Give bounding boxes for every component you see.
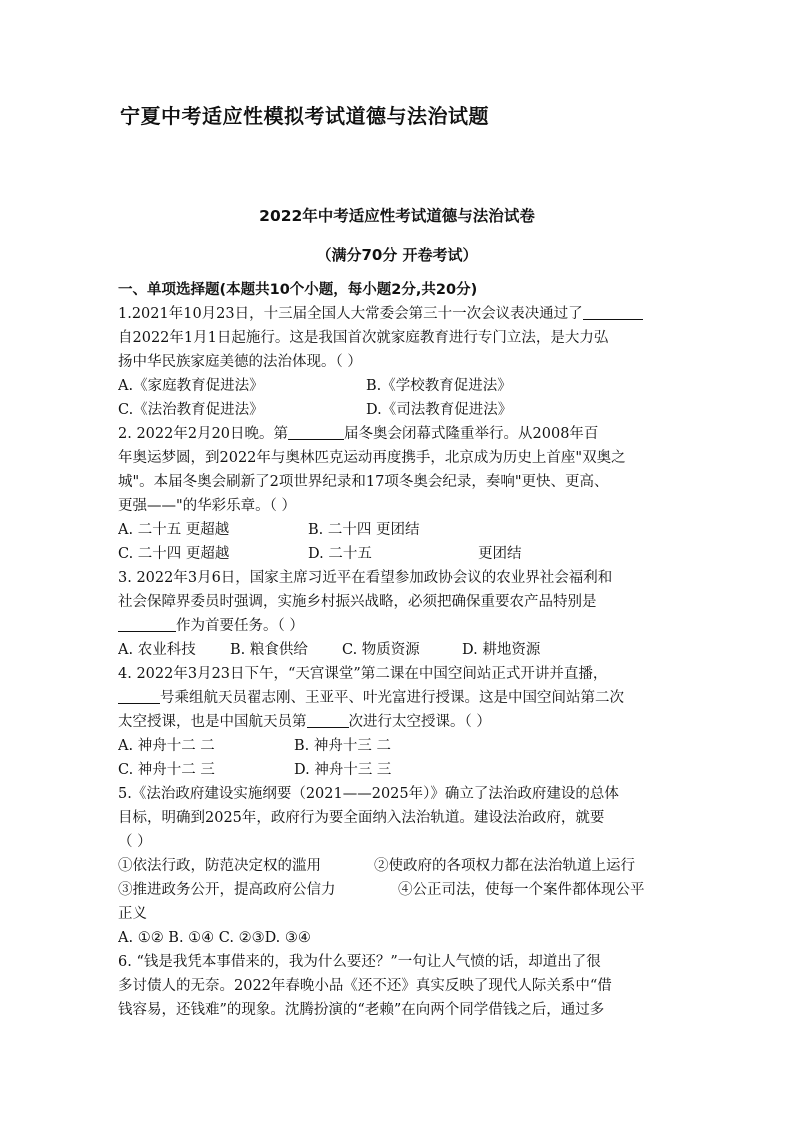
question-3-options <box>118 638 680 662</box>
question-6-line-1: 6. “钱是我凭本事借来的，我为什么要还？”一句让人气愤的话，却道出了很 <box>118 954 601 970</box>
option-d: D. 耕地资源 <box>462 642 541 658</box>
question-2-line-3: 城"。本届冬奥会刷新了2项世界纪录和17项冬奥会纪录，奏响"更快、更高、 <box>118 474 609 490</box>
paper-title: 2022年中考适应性考试道德与法治试卷 <box>259 207 535 225</box>
answer-blank <box>118 615 176 632</box>
option-d: D. 二十五 <box>308 546 372 562</box>
question-1-line-1: 1.2021年10月23日，十三届全国人大常委会第三十一次会议表决通过了 <box>118 302 680 326</box>
answer-blank <box>288 423 344 440</box>
option-a: A.《家庭教育促进法》 <box>118 378 264 394</box>
question-5-statement-4-cont: 正义 <box>118 906 147 922</box>
question-5-statements-12 <box>118 854 680 878</box>
option-c: C. 神舟十二 三 <box>118 762 215 778</box>
question-3-line-2: 社会保障界委员时强调，实施乡村振兴战略，必须把确保重要农产品特别是 <box>118 594 597 610</box>
statement-4: ④公正司法，使每一个案件都体现公平 <box>398 882 645 898</box>
option-a: A. 神舟十二 二 <box>118 738 215 754</box>
answer-blank <box>118 687 160 704</box>
question-2-line-4: 更强——"的华彩乐章。（ ） <box>118 498 297 514</box>
option-b: B. 二十四 更团结 <box>308 522 420 538</box>
option-b: B. 神舟十三 二 <box>294 738 391 754</box>
question-1-options-ab <box>118 374 680 398</box>
question-content <box>118 278 680 1022</box>
question-2-line-1: 2. 2022年2月20日晚。第 届冬奥会闭幕式隆重举行。从2008年百 <box>118 422 680 446</box>
question-5-line-1: 5.《法治政府建设实施纲要（2021——2025年）》确立了法治政府建设的总体 <box>118 786 619 802</box>
section-heading: 一、单项选择题(本题共10个小题，每小题2分,共20分) <box>118 282 478 298</box>
question-6-line-2: 多讨债人的无奈。2022年春晚小品《还不还》真实反映了现代人际关系中“借 <box>118 978 612 994</box>
question-4-options-cd <box>118 758 680 782</box>
question-2-line-2: 年奥运梦圆，到2022年与奥林匹克运动再度携手，北京成为历史上首座"双奥之 <box>118 450 626 466</box>
question-2-options-ab <box>118 518 680 542</box>
statement-1: ①依法行政，防范决定权的滥用 <box>118 858 321 874</box>
option-c: C.《法治教育促进法》 <box>118 402 264 418</box>
answer-blank <box>307 711 349 728</box>
question-5-statements-34 <box>118 878 680 902</box>
question-4-line-3: 太空授课，也是中国航天员第 次进行太空授课。（ ） <box>118 710 680 734</box>
question-2-options-cd <box>118 542 680 566</box>
option-d-answer: 更团结 <box>478 546 522 562</box>
question-4-line-2: 号乘组航天员翟志刚、王亚平、叶光富进行授课。这是中国空间站第二次 <box>118 686 680 710</box>
question-3-line-3: 作为首要任务。（ ） <box>118 614 680 638</box>
option-b: B. 粮食供给 <box>230 642 308 658</box>
statement-3: ③推进政务公开，提高政府公信力 <box>118 882 336 898</box>
answer-blank <box>583 303 643 320</box>
option-c: C. 二十四 更超越 <box>118 546 230 562</box>
question-5-line-3: （ ） <box>118 834 152 850</box>
option-b: B.《学校教育促进法》 <box>366 378 512 394</box>
option-a: A. 二十五 更超越 <box>118 522 230 538</box>
statement-2: ②使政府的各项权力都在法治轨道上运行 <box>374 858 635 874</box>
question-1-line-3: 扬中华民族家庭美德的法治体现。（ ） <box>118 354 362 370</box>
option-a: A. 农业科技 <box>118 642 196 658</box>
document-title: 宁夏中考适应性模拟考试道德与法治试题 <box>120 104 489 128</box>
option-d: D. 神舟十三 三 <box>294 762 392 778</box>
paper-subtitle: （满分70分 开卷考试） <box>316 246 478 264</box>
question-1-line-2: 自2022年1月1日起施行。这是我国首次就家庭教育进行专门立法，是大力弘 <box>118 330 609 346</box>
option-c: C. 物质资源 <box>342 642 420 658</box>
question-4-line-1: 4. 2022年3月23日下午，“天宫课堂”第二课在中国空间站正式开讲并直播， <box>118 666 608 682</box>
question-5-line-2: 目标，明确到2025年，政府行为要全面纳入法治轨道。建设法治政府，就要 <box>118 810 605 826</box>
question-5-options: A. ①② B. ①④ C. ②③D. ③④ <box>118 930 311 946</box>
question-4-options-ab <box>118 734 680 758</box>
question-1-options-cd <box>118 398 680 422</box>
question-3-line-1: 3. 2022年3月6日，国家主席习近平在看望参加政协会议的农业界社会福利和 <box>118 570 613 586</box>
question-6-line-3: 钱容易，还钱难”的现象。沈腾扮演的“老赖”在向两个同学借钱之后，通过多 <box>118 1002 605 1018</box>
option-d: D.《司法教育促进法》 <box>366 402 513 418</box>
